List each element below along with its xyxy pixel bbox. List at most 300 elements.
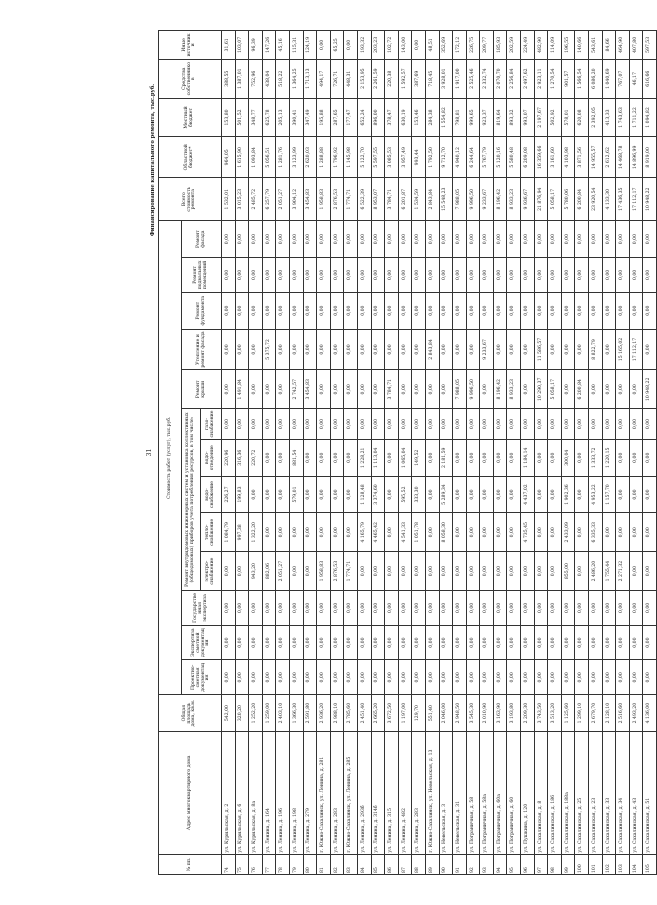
value-cell: 0,00 [643, 476, 657, 513]
value-cell: 0,00 [480, 660, 494, 695]
value-cell: 4 940,12 [453, 137, 467, 178]
value-cell: 1 093,84 [249, 137, 263, 178]
value-cell: 1 051,78 [412, 513, 426, 552]
value-cell: 0,00 [548, 329, 562, 370]
value-cell: 0,00 [439, 221, 453, 258]
col-header-expert: Экспертиза сметной документации [182, 625, 222, 660]
value-cell: 855,00 [561, 552, 575, 591]
value-cell: 3 123,99 [289, 137, 303, 178]
value-cell: 0,00 [222, 329, 236, 370]
value-cell: 0,00 [425, 370, 439, 409]
value-cell: 0,00 [303, 625, 317, 660]
value-cell: 172,12 [453, 31, 467, 60]
value-cell: 0,00 [629, 513, 643, 552]
address-cell: ул. Ленина, д. 164 [262, 731, 276, 854]
value-cell: 0,00 [629, 660, 643, 695]
value-cell: 0,00 [439, 591, 453, 626]
table-row [548, 31, 562, 875]
table-row [425, 31, 439, 875]
value-cell: 226,75 [466, 31, 480, 60]
value-cell: 2 392,05 [589, 98, 603, 137]
address-cell: ул. Курильская, д. 8а [249, 731, 263, 854]
value-cell: 0,00 [493, 476, 507, 513]
value-cell: 0,00 [330, 625, 344, 660]
value-cell: 0,00 [317, 258, 331, 293]
value-cell: 616,66 [643, 59, 657, 98]
value-cell: 0,00 [276, 329, 290, 370]
value-cell: 0,00 [616, 292, 630, 329]
value-cell: 625,78 [262, 98, 276, 137]
value-cell: 0,00 [643, 439, 657, 476]
value-cell: 0,00 [412, 660, 426, 695]
value-cell: 543,61 [589, 31, 603, 60]
value-cell: 0,00 [589, 660, 603, 695]
value-cell: 220,96 [222, 439, 236, 476]
col-header-gosexp: Государственная экспертиза [182, 591, 222, 626]
value-cell: 5 767,79 [480, 137, 494, 178]
value-cell: 2 843,84 [425, 178, 439, 221]
row-number-cell: 76 [249, 854, 263, 874]
value-cell: 0,00 [289, 660, 303, 695]
value-cell: 0,00 [249, 329, 263, 370]
value-cell: 388,55 [222, 59, 236, 98]
value-cell: 0,00 [507, 625, 521, 660]
value-cell: 149,52 [412, 439, 426, 476]
value-cell: 0,00 [589, 625, 603, 660]
value-cell: 0,00 [507, 591, 521, 626]
row-number-cell: 83 [344, 854, 358, 874]
value-cell: 0,00 [453, 329, 467, 370]
value-cell: 45,16 [276, 31, 290, 60]
value-cell: 1 387,01 [235, 59, 249, 98]
col-header-total: Всего стоимость ремонта [159, 178, 222, 221]
value-cell: 1 532,01 [222, 178, 236, 221]
value-cell: 5 375,72 [262, 329, 276, 370]
value-cell: 196,55 [561, 31, 575, 60]
value-cell: 9 936,67 [521, 178, 535, 221]
value-cell: 579,01 [289, 476, 303, 513]
value-cell: 0,00 [507, 476, 521, 513]
address-cell: ул. Ленина, д. 283 [412, 731, 426, 854]
address-cell: ул. Ленина, д. 293б [357, 731, 371, 854]
value-cell: 3 545,30 [466, 695, 480, 732]
value-cell: 2 876,53 [330, 178, 344, 221]
value-cell: 0,00 [222, 221, 236, 258]
col-header-gas: газо-снабжение [201, 409, 222, 440]
value-cell: 0,00 [357, 370, 371, 409]
col-header-address: Адрес многоквартирного дома [159, 731, 222, 854]
value-cell: 0,00 [262, 370, 276, 409]
value-cell: 0,00 [575, 513, 589, 552]
value-cell: 0,00 [616, 370, 630, 409]
value-cell: 4 103,98 [561, 137, 575, 178]
table-row [493, 31, 507, 875]
value-cell: 0,00 [534, 552, 548, 591]
value-cell: 0,00 [262, 409, 276, 440]
value-cell: 2 256,84 [507, 59, 521, 98]
value-cell: 185,93 [493, 31, 507, 60]
value-cell: 8 822,79 [589, 329, 603, 370]
value-cell: 140,66 [575, 31, 589, 60]
value-cell: 0,00 [398, 292, 412, 329]
value-cell: 0,00 [629, 552, 643, 591]
value-cell: 0,00 [222, 625, 236, 660]
value-cell: 0,00 [493, 258, 507, 293]
value-cell: 0,00 [643, 513, 657, 552]
value-cell: 2 620,03 [303, 137, 317, 178]
value-cell: 0,00 [548, 292, 562, 329]
value-cell: 2 936,20 [317, 695, 331, 732]
value-cell: 4 465,42 [371, 513, 385, 552]
value-cell: 102,72 [385, 31, 399, 60]
value-cell: 1 094,82 [643, 98, 657, 137]
value-cell: 1 713,13 [303, 59, 317, 98]
value-cell: 0,00 [643, 625, 657, 660]
value-cell: 153,80 [222, 98, 236, 137]
row-number-cell: 80 [303, 854, 317, 874]
col-header-regional: Областной бюджет* [159, 137, 222, 178]
value-cell: 0,00 [344, 329, 358, 370]
value-cell: 464,90 [616, 31, 630, 60]
address-cell: ул. Сахалинская, д. 33 [602, 731, 616, 854]
value-cell: 0,00 [235, 258, 249, 293]
page-number: 31 [146, 448, 153, 457]
value-cell: 1 322,20 [249, 513, 263, 552]
value-cell: 0,00 [412, 329, 426, 370]
value-cell: 0,00 [480, 292, 494, 329]
value-cell: 0,00 [289, 513, 303, 552]
value-cell: 718,45 [425, 59, 439, 98]
value-cell: 0,00 [602, 591, 616, 626]
address-cell: ул. Ленина, д. 283 [330, 731, 344, 854]
value-cell: 3 513,20 [548, 695, 562, 732]
col-header-design: Проектно-сметная документация [182, 660, 222, 695]
table-row [371, 31, 385, 875]
value-cell: 0,00 [425, 513, 439, 552]
value-cell: 993,07 [521, 98, 535, 137]
value-cell: 0,00 [507, 258, 521, 293]
value-cell: 0,00 [629, 625, 643, 660]
value-cell: 0,00 [575, 221, 589, 258]
table-row [629, 31, 643, 875]
value-cell: 0,00 [589, 591, 603, 626]
value-cell: 0,00 [548, 625, 562, 660]
value-cell: 0,00 [262, 292, 276, 329]
value-cell: 0,00 [262, 625, 276, 660]
value-cell: 333,30 [412, 476, 426, 513]
row-number-cell: 82 [330, 854, 344, 874]
table-row [589, 31, 603, 875]
col-header-common: Ремонт подвальных помещений [182, 258, 222, 293]
value-cell: 1 958,83 [317, 552, 331, 591]
value-cell: 15 165,02 [616, 329, 630, 370]
value-cell: 0,00 [398, 258, 412, 293]
value-cell: 2 486,20 [589, 552, 603, 591]
row-number-cell: 84 [357, 854, 371, 874]
value-cell: 0,00 [534, 591, 548, 626]
value-cell: 0,00 [575, 552, 589, 591]
value-cell: 0,00 [575, 476, 589, 513]
value-cell: 0,00 [561, 329, 575, 370]
value-cell: 1 796,92 [330, 137, 344, 178]
value-cell: 0,00 [371, 258, 385, 293]
value-cell: 726,71 [330, 59, 344, 98]
value-cell: 10 290,37 [534, 370, 548, 409]
value-cell: 0,00 [262, 258, 276, 293]
col-header-other: Иные источники [159, 31, 222, 60]
value-cell: 6 522,39 [357, 178, 371, 221]
value-cell: 0,00 [344, 591, 358, 626]
value-cell: 2 046,00 [439, 695, 453, 732]
value-cell: 0,00 [385, 258, 399, 293]
value-cell: 0,00 [317, 329, 331, 370]
value-cell: 1 566,54 [575, 59, 589, 98]
value-cell: 0,00 [548, 258, 562, 293]
value-cell: 0,00 [303, 221, 317, 258]
value-cell: 0,00 [344, 660, 358, 695]
value-cell: 0,00 [357, 409, 371, 440]
value-cell: 2 948,50 [453, 695, 467, 732]
value-cell: 0,00 [385, 476, 399, 513]
value-cell: 209,77 [480, 31, 494, 60]
value-cell: 0,00 [371, 292, 385, 329]
value-cell: 0,00 [575, 258, 589, 293]
value-cell: 0,00 [249, 258, 263, 293]
value-cell: 21 876,94 [534, 178, 548, 221]
value-cell: 0,00 [493, 513, 507, 552]
value-cell: 0,00 [643, 329, 657, 370]
value-cell: 0,00 [371, 329, 385, 370]
value-cell: 0,00 [561, 660, 575, 695]
value-cell: 0,00 [249, 370, 263, 409]
value-cell: 0,00 [371, 625, 385, 660]
value-cell: 14 955,57 [589, 137, 603, 178]
value-cell: 348,77 [249, 98, 263, 137]
value-cell: 0,00 [602, 329, 616, 370]
col-header-cost-group: Стоимость работ (услуг), тыс.руб. [159, 221, 182, 695]
table-row [289, 31, 303, 875]
value-cell: 0,00 [629, 370, 643, 409]
value-cell: 0,00 [534, 476, 548, 513]
value-cell: 8 058,30 [439, 513, 453, 552]
value-cell: 0,00 [548, 513, 562, 552]
value-cell: 0,00 [222, 409, 236, 440]
value-cell: 542,00 [222, 695, 236, 732]
row-number-cell: 98 [548, 854, 562, 874]
value-cell: 0,00 [330, 370, 344, 409]
value-cell: 0,00 [344, 370, 358, 409]
value-cell: 0,00 [480, 258, 494, 293]
value-cell: 0,00 [466, 409, 480, 440]
value-cell: 0,00 [466, 329, 480, 370]
value-cell: 0,00 [493, 660, 507, 695]
value-cell: 0,00 [521, 660, 535, 695]
value-cell: 202,59 [507, 31, 521, 60]
value-cell: 10 948,22 [643, 370, 657, 409]
value-cell: 17 112,17 [629, 329, 643, 370]
value-cell: 320,20 [235, 695, 249, 732]
value-cell: 2 010,90 [480, 695, 494, 732]
value-cell: 300,04 [561, 439, 575, 476]
value-cell: 0,00 [602, 258, 616, 293]
table-row [412, 31, 426, 875]
value-cell: 0,00 [398, 625, 412, 660]
value-cell: 0,00 [235, 660, 249, 695]
value-cell: 6 086,20 [589, 59, 603, 98]
value-cell: 0,00 [303, 292, 317, 329]
value-cell: 0,00 [303, 409, 317, 440]
value-cell: 0,00 [466, 439, 480, 476]
value-cell: 0,00 [575, 625, 589, 660]
value-cell: 0,00 [589, 292, 603, 329]
value-cell: 0,00 [276, 370, 290, 409]
value-cell: 1 281,76 [276, 137, 290, 178]
value-cell: 0,00 [425, 476, 439, 513]
value-cell: 0,00 [466, 660, 480, 695]
value-cell: 347,49 [303, 98, 317, 137]
value-cell: 0,00 [616, 258, 630, 293]
table-row [534, 31, 548, 875]
value-cell: 0,00 [425, 409, 439, 440]
col-header-sewer: водо-отведение [201, 439, 222, 476]
value-cell: 3 161,60 [548, 137, 562, 178]
value-cell: 2 525,46 [466, 59, 480, 98]
value-cell: 438,04 [262, 59, 276, 98]
value-cell: 0,00 [425, 660, 439, 695]
value-cell: 103,07 [235, 31, 249, 60]
value-cell: 8 196,42 [493, 178, 507, 221]
value-cell: 1 184,14 [521, 439, 535, 476]
col-header-systems-group: Ремонт внутридомовых инженерных систем и установка коллективных (общедомовых) приборов учета потребления ресурсов, в том числе: [182, 409, 201, 591]
value-cell: 0,00 [249, 221, 263, 258]
value-cell: 4 165,79 [357, 513, 371, 552]
value-cell: 0,00 [643, 221, 657, 258]
value-cell: 0,00 [439, 370, 453, 409]
value-cell: 0,00 [303, 258, 317, 293]
value-cell: 0,00 [480, 370, 494, 409]
table-row [466, 31, 480, 875]
value-cell: 0,00 [289, 409, 303, 440]
value-cell: 0,00 [425, 258, 439, 293]
table-row [439, 31, 453, 875]
value-cell: 5 056,51 [262, 137, 276, 178]
table-row [344, 31, 358, 875]
value-cell: 0,00 [317, 221, 331, 258]
value-cell: 153,46 [412, 98, 426, 137]
value-cell: 2 051,27 [276, 552, 290, 591]
value-cell: 9 996,50 [466, 370, 480, 409]
value-cell: 390,41 [289, 98, 303, 137]
value-cell: 3 871,56 [575, 137, 589, 178]
value-cell: 0,00 [575, 439, 589, 476]
value-cell: 0,00 [521, 625, 535, 660]
value-cell: 0,00 [398, 409, 412, 440]
value-cell: 0,00 [344, 31, 358, 60]
value-cell: 0,00 [507, 439, 521, 476]
value-cell: 0,00 [643, 292, 657, 329]
value-cell: 0,00 [629, 591, 643, 626]
value-cell: 65,25 [330, 31, 344, 60]
value-cell: 1 065,04 [398, 439, 412, 476]
value-cell: 0,00 [534, 513, 548, 552]
value-cell: 0,00 [575, 292, 589, 329]
value-cell: 0,00 [357, 552, 371, 591]
value-cell: 3 784,71 [385, 178, 399, 221]
value-cell: 0,00 [303, 591, 317, 626]
value-cell: 2 181,59 [439, 439, 453, 476]
row-number-cell: 93 [480, 854, 494, 874]
col-header-local: Местный бюджет [159, 98, 222, 137]
value-cell: 0,00 [480, 439, 494, 476]
value-cell: 819,64 [493, 98, 507, 137]
value-cell: 124,19 [303, 31, 317, 60]
value-cell: 0,00 [507, 552, 521, 591]
value-cell: 4 735,45 [521, 513, 535, 552]
value-cell: 6 201,87 [398, 178, 412, 221]
value-cell: 0,00 [289, 258, 303, 293]
col-header-water: водо-снабжение [201, 476, 222, 513]
value-cell: 1 113,04 [371, 439, 385, 476]
row-number-cell: 87 [398, 854, 412, 874]
value-cell: 0,00 [317, 660, 331, 695]
value-cell: 0,00 [548, 476, 562, 513]
value-cell: 0,00 [303, 552, 317, 591]
row-number-cell: 90 [439, 854, 453, 874]
value-cell: 0,00 [344, 258, 358, 293]
value-cell: 0,00 [385, 552, 399, 591]
value-cell: 220,72 [249, 439, 263, 476]
value-cell: 48,51 [425, 31, 439, 60]
value-cell: 0,00 [602, 409, 616, 440]
value-cell: 0,00 [589, 221, 603, 258]
value-cell: 84,66 [602, 31, 616, 60]
value-cell: 0,00 [561, 370, 575, 409]
value-cell: 2 070,70 [493, 59, 507, 98]
value-cell: 0,00 [453, 221, 467, 258]
value-cell: 0,00 [453, 409, 467, 440]
value-cell: 6 257,79 [262, 178, 276, 221]
value-cell: 5 780,06 [561, 178, 575, 221]
value-cell: 881,54 [289, 439, 303, 476]
value-cell: 3 374,60 [371, 476, 385, 513]
value-cell: 2 497,62 [521, 59, 535, 98]
value-cell: 11 586,57 [534, 329, 548, 370]
value-cell: 0,00 [235, 292, 249, 329]
value-cell: 0,00 [521, 591, 535, 626]
row-number-cell: 94 [493, 854, 507, 874]
value-cell: 0,00 [629, 409, 643, 440]
value-cell: 4 133,30 [602, 178, 616, 221]
value-cell: 3 928,01 [439, 59, 453, 98]
value-cell: 0,00 [602, 513, 616, 552]
value-cell: 0,00 [534, 409, 548, 440]
row-number-cell: 92 [466, 854, 480, 874]
value-cell: 882,06 [262, 552, 276, 591]
value-cell: 0,00 [589, 409, 603, 440]
value-cell: 193,32 [357, 31, 371, 60]
table-row [480, 31, 494, 875]
value-cell: 0,00 [602, 625, 616, 660]
value-cell: 1 917,00 [453, 59, 467, 98]
value-cell: 0,00 [276, 476, 290, 513]
value-cell: 0,00 [480, 591, 494, 626]
value-cell: 1 743,63 [616, 98, 630, 137]
value-cell: 0,00 [439, 660, 453, 695]
value-cell: 0,00 [398, 329, 412, 370]
value-cell: 0,00 [425, 292, 439, 329]
value-cell: 0,00 [466, 513, 480, 552]
value-cell: 0,00 [412, 409, 426, 440]
